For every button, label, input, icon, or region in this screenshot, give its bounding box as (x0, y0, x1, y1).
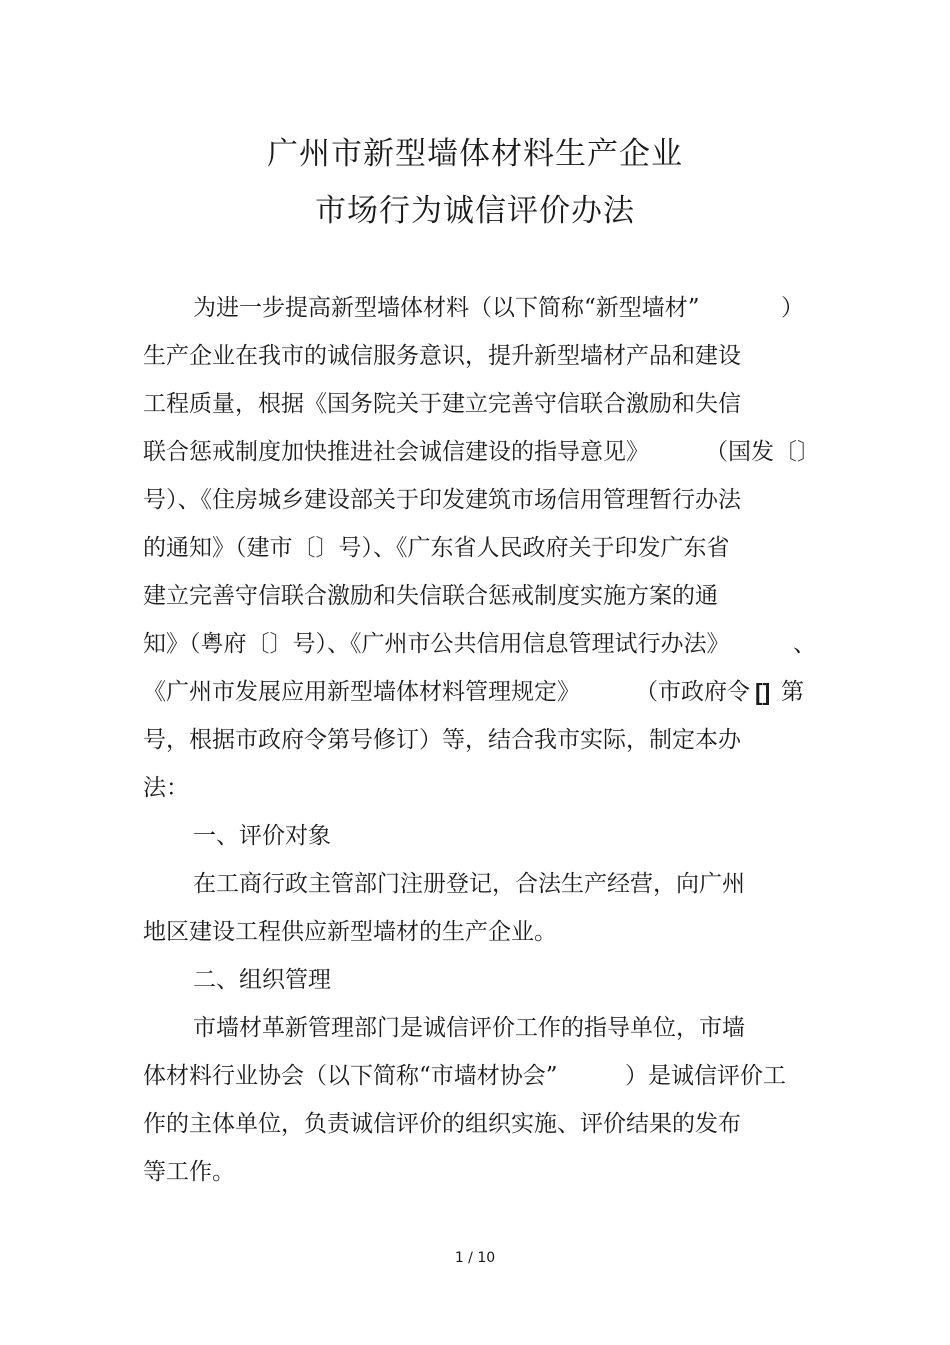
intro-line-9-di: 第 (781, 679, 804, 705)
section-2-line-2-cont: ）是诚信评价工 (625, 1063, 786, 1089)
intro-line-7: 建立完善守信联合激励和失信联合惩戒制度实施方案的通 (143, 583, 718, 609)
section-2-line-4: 等工作。 (143, 1159, 235, 1185)
intro-line-5: 号）、《住房城乡建设部关于印发建筑市场信用管理暂行办法 (143, 487, 741, 513)
section-1-line-2: 地区建设工程供应新型墙材的生产企业。 (143, 919, 557, 945)
section-2-line-3: 作的主体单位，负责诚信评价的组织实施、评价结果的发布 (143, 1111, 741, 1137)
intro-line-2: 生产企业在我市的诚信服务意识，提升新型墙材产品和建设 (143, 343, 741, 369)
intro-line-9-ref: （市政府令 (635, 679, 750, 705)
intro-line-8 (143, 628, 816, 660)
page-number: 1 / 10 (454, 1250, 496, 1266)
intro-line-1-paren: ） (781, 295, 804, 321)
intro-line-4-ref: （国发〔〕 (705, 439, 820, 465)
intro-line-8-mark: 、 (793, 631, 816, 657)
intro-line-8-text: 知》（粤府〔〕号）、《广州市公共信用信息管理试行办法》 (143, 631, 730, 657)
section-2-line-2-text: 体材料行业协会（以下简称“市墙材协会” (143, 1063, 558, 1089)
intro-line-6: 的通知》（建市〔〕号）、《广东省人民政府关于印发广东省 (143, 535, 730, 561)
intro-line-9-text: 《广州市发展应用新型墙体材料管理规定》 (143, 679, 580, 705)
section-2-heading: 二、组织管理 (193, 967, 331, 993)
intro-line-11: 法： (143, 775, 189, 801)
intro-line-4 (143, 436, 820, 468)
intro-line-3: 工程质量，根据《国务院关于建立完善守信联合激励和失信 (143, 391, 741, 417)
section-2-line-2 (143, 1060, 786, 1092)
document-title-line-2: 市场行为诚信评价办法 (315, 193, 635, 229)
document-title-line-1: 广州市新型墙体材料生产企业 (267, 136, 683, 172)
intro-line-9-bracket: [] (755, 679, 771, 705)
intro-line-1 (193, 292, 804, 324)
section-1-line-1: 在工商行政主管部门注册登记，合法生产经营，向广州 (193, 871, 745, 897)
intro-line-10: 号，根据市政府令第号修订）等，结合我市实际，制定本办 (143, 727, 741, 753)
intro-line-1-text: 为进一步提高新型墙体材料（以下简称“新型墙材” (193, 295, 700, 321)
intro-line-9 (143, 676, 804, 708)
section-1-heading: 一、评价对象 (193, 823, 331, 849)
section-2-line-1: 市墙材革新管理部门是诚信评价工作的指导单位，市墙 (193, 1015, 745, 1041)
intro-line-4-text: 联合惩戒制度加快推进社会诚信建设的指导意见》 (143, 439, 649, 465)
